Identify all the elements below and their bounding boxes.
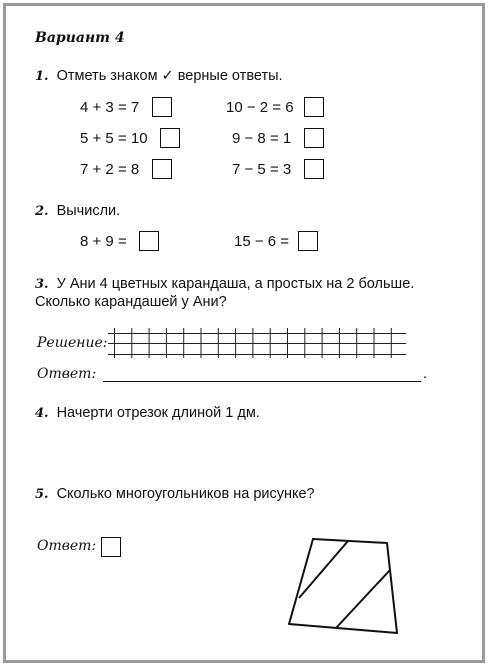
task1-row1-right-checkbox[interactable] <box>304 97 324 117</box>
task2-left-expression: 8 + 9 = <box>80 233 127 250</box>
polygon-figure <box>284 534 404 640</box>
task3-answer-label: Ответ: <box>37 366 97 382</box>
polygon-cut-1 <box>299 541 348 598</box>
task3-number: 3. <box>35 277 49 292</box>
task5-number: 5. <box>35 487 49 502</box>
task1-row1-left: 4 + 3 = 7 <box>80 99 140 116</box>
task3-line2: Сколько карандашей у Ани? <box>35 294 227 310</box>
task2-heading <box>35 203 120 219</box>
task5-answer-label: Ответ: <box>37 538 97 554</box>
task1-row3-left: 7 + 2 = 8 <box>80 161 140 178</box>
task1-row3-left-checkbox[interactable] <box>152 159 172 179</box>
task2-text: Вычисли. <box>56 203 121 219</box>
task5-answer-box[interactable] <box>101 537 121 557</box>
task3-answer-line[interactable] <box>103 381 421 382</box>
task1-row2-right: 9 − 8 = 1 <box>232 130 292 147</box>
task3-heading <box>35 276 414 292</box>
task1-row1-right: 10 − 2 = 6 <box>226 99 294 116</box>
task1-row3-right: 7 − 5 = 3 <box>232 161 292 178</box>
task4-heading <box>35 405 260 421</box>
task4-text: Начерти отрезок длиной 1 дм. <box>56 405 260 421</box>
task2-right-expression: 15 − 6 = <box>234 233 290 250</box>
task2-right-answer-box[interactable] <box>298 231 318 251</box>
task1-text: Отметь знаком ✓ верные ответы. <box>56 68 283 84</box>
task1-number: 1. <box>35 69 49 84</box>
task3-solution-label: Решение: <box>37 335 108 351</box>
task1-row2-left: 5 + 5 = 10 <box>80 130 148 147</box>
task1-row1-left-checkbox[interactable] <box>152 97 172 117</box>
task2-number: 2. <box>35 204 49 219</box>
polygon-outline <box>289 539 397 633</box>
task4-number: 4. <box>35 406 49 421</box>
task5-text: Сколько многоугольников на рисунке? <box>56 486 315 502</box>
task5-heading <box>35 486 315 502</box>
task3-line1: У Ани 4 цветных карандаша, а простых на 2 больше. <box>56 276 415 292</box>
variant-title: Вариант 4 <box>35 30 125 46</box>
task1-heading <box>35 68 283 84</box>
task1-row2-left-checkbox[interactable] <box>160 128 180 148</box>
task3-answer-period: . <box>423 366 428 382</box>
task1-row3-right-checkbox[interactable] <box>304 159 324 179</box>
task2-left-answer-box[interactable] <box>139 231 159 251</box>
task1-row2-right-checkbox[interactable] <box>304 128 324 148</box>
polygon-cut-2 <box>336 570 390 628</box>
task3-solution-grid[interactable] <box>108 328 408 360</box>
